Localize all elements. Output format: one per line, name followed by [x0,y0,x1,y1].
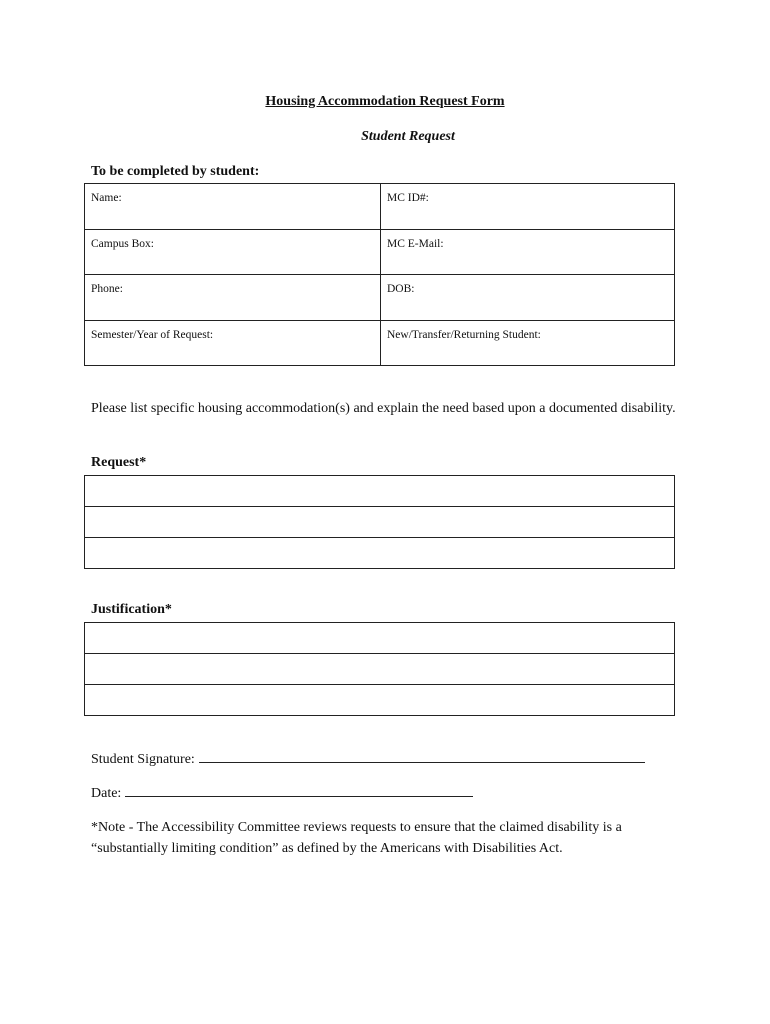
note-text: *Note - The Accessibility Committee reviews requests to ensure that the claimed disability is a “substantially limiting condition” as defined by the Americans with Disabilities Act. [91,820,622,856]
mc-id-field[interactable]: MC ID#: [381,184,675,230]
table-row [85,229,675,275]
table-row [85,275,675,321]
table-row [85,184,675,230]
date-field[interactable] [125,782,473,797]
request-box [84,475,675,569]
signature-label: Student Signature: [91,752,195,767]
date-label: Date: [91,786,122,801]
page-title: Housing Accommodation Request Form [265,94,505,109]
request-line-2[interactable] [85,507,675,538]
signature-field[interactable] [199,748,645,763]
student-info-table [84,183,675,366]
justification-line-3[interactable] [85,685,675,716]
table-row [85,320,675,366]
student-type-field[interactable]: New/Transfer/Returning Student: [381,320,675,366]
request-line-3[interactable] [85,538,675,569]
request-heading: Request* [91,455,147,470]
instructions-text: Please list specific housing accommodation(s) and explain the need based upon a documented disability. [91,401,676,416]
student-section-heading: To be completed by student: [91,164,260,179]
justification-box [84,622,675,716]
date-line [91,782,473,802]
mc-email-field[interactable]: MC E-Mail: [381,229,675,275]
dob-field[interactable]: DOB: [381,275,675,321]
signature-line [91,748,645,768]
request-line-1[interactable] [85,476,675,507]
justification-line-2[interactable] [85,654,675,685]
campus-box-field[interactable]: Campus Box: [85,229,381,275]
phone-field[interactable]: Phone: [85,275,381,321]
justification-line-1[interactable] [85,623,675,654]
justification-heading: Justification* [91,602,172,617]
semester-year-field[interactable]: Semester/Year of Request: [85,320,381,366]
page-subtitle: Student Request [361,129,455,144]
name-field[interactable]: Name: [85,184,381,230]
